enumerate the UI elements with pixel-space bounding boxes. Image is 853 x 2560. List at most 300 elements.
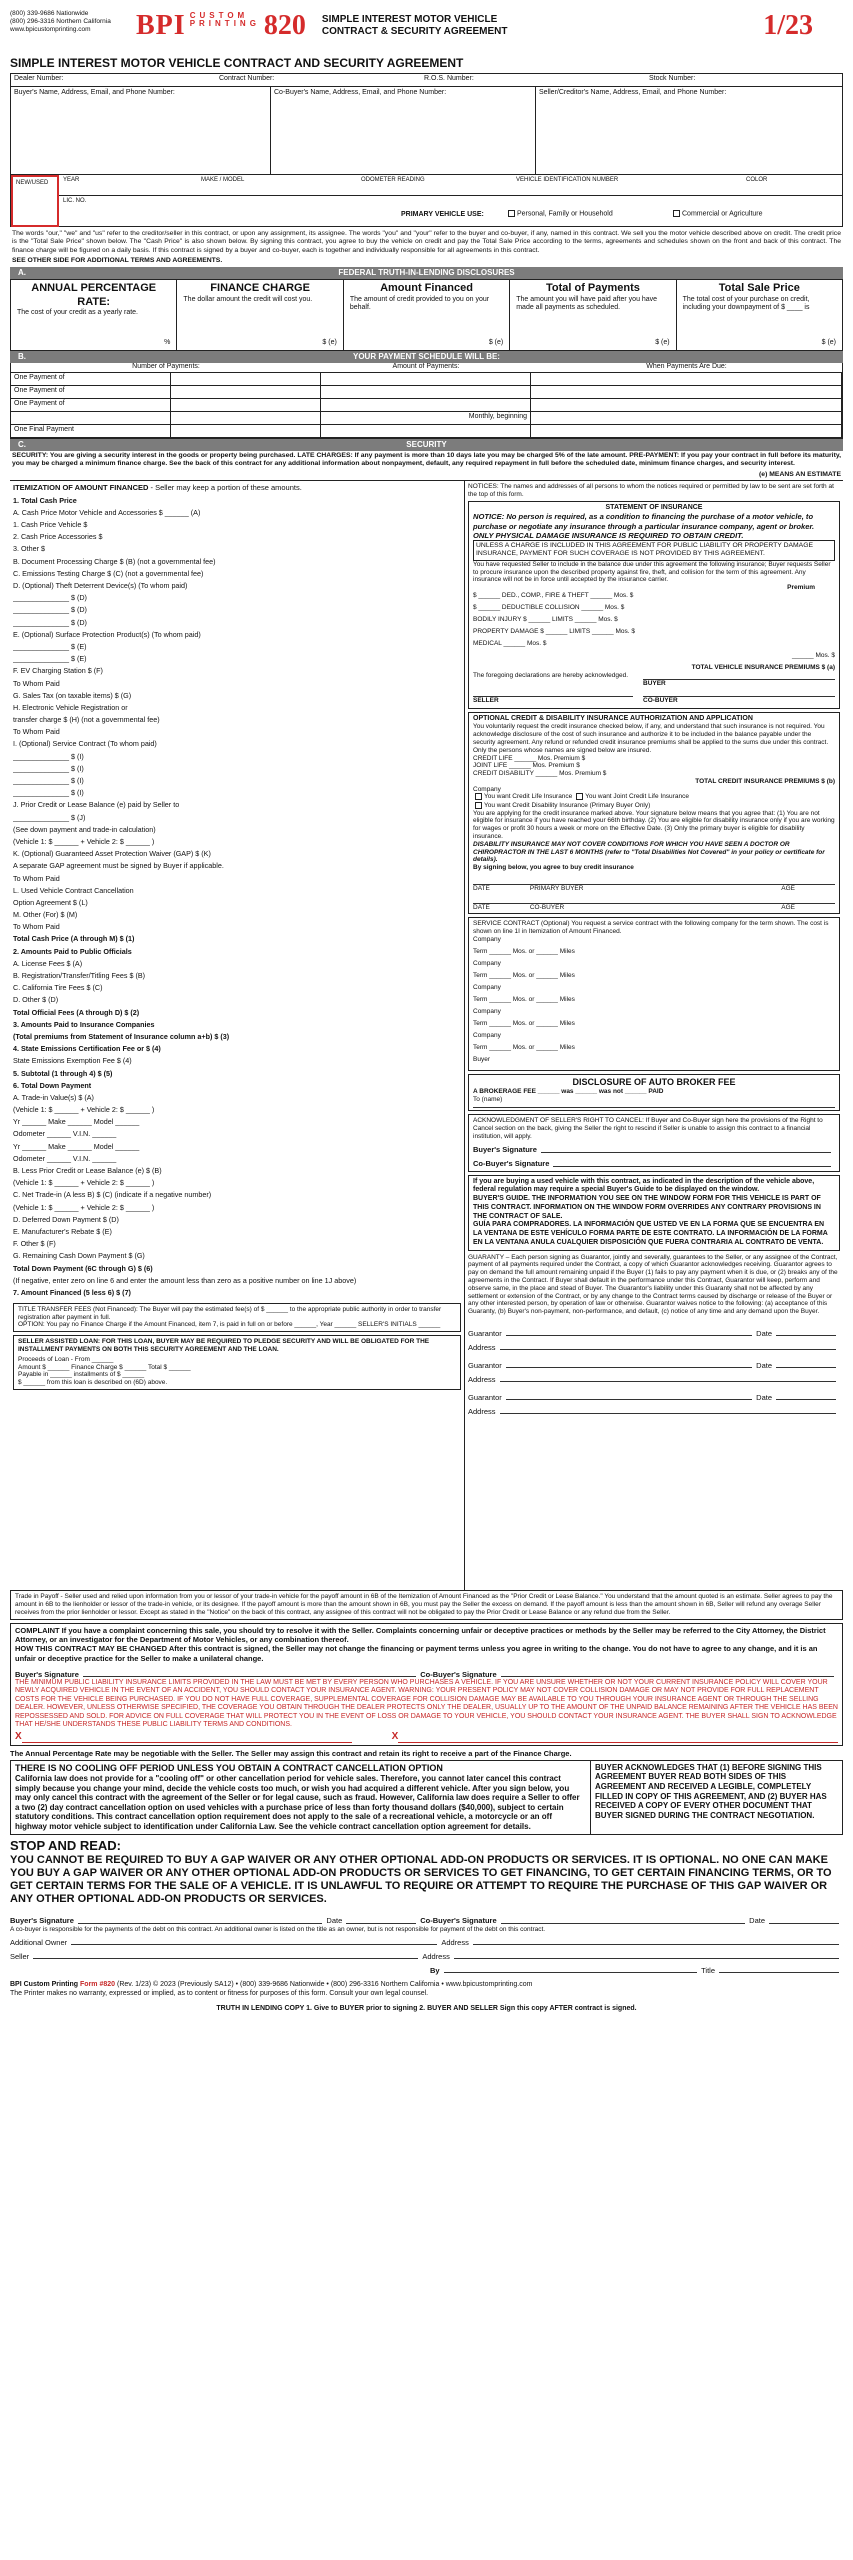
guarantor-date[interactable] (776, 1367, 836, 1368)
additional-owner-row (10, 1933, 843, 1947)
itemization-title: ITEMIZATION OF AMOUNT FINANCED (13, 483, 149, 493)
credit-ins-row: CREDIT LIFE ______ Mos. Premium $ (473, 754, 586, 762)
footer-disclaimer: The Printer makes no warranty, expressed or implied, as to content or fitness for purposes of this form. Consult your own legal counsel. (10, 1990, 429, 1998)
final-cobuyer-label: Co-Buyer's Signature (420, 1916, 497, 1926)
guarantor-2 (468, 1356, 840, 1384)
guarantor-address[interactable] (500, 1349, 836, 1350)
main-columns (10, 480, 843, 1590)
itemization-line[interactable]: B. Less Prior Credit or Lease Balance (e) $ (B) (13, 1166, 162, 1176)
credit-disability-checkbox[interactable] (473, 802, 835, 810)
itemization-line[interactable]: ______________ $ (D) (13, 605, 87, 615)
itemization-line[interactable]: (Total premiums from Statement of Insurance column a+b) $ (3) (13, 1031, 230, 1041)
guarantor-sig[interactable] (506, 1335, 752, 1336)
section-c-key: C. (18, 439, 26, 449)
tila-af-suffix: $ (e) (488, 339, 504, 347)
commercial-use-checkbox[interactable] (671, 210, 763, 219)
date-label: Date (756, 1392, 772, 1402)
itemization-line[interactable]: H. Electronic Vehicle Registration or (13, 702, 128, 712)
itemization-line[interactable]: G. Sales Tax (on taxable items) $ (G) (13, 690, 132, 700)
website: www.bpicustomprinting.com (10, 26, 91, 34)
cooling-off-row (10, 1760, 843, 1835)
insurance-buyer-sig[interactable]: BUYER (643, 679, 835, 688)
tila-apr-head: ANNUAL PERCENTAGE RATE: (31, 281, 157, 308)
footer (10, 1981, 843, 2013)
credit-ins-title: OPTIONAL CREDIT & DISABILITY INSURANCE AUTHORIZATION AND APPLICATION (473, 714, 753, 722)
vin-label: VEHICLE IDENTIFICATION NUMBER (516, 177, 619, 183)
service-row[interactable]: Company (473, 936, 501, 944)
seller-label: Seller (10, 1951, 30, 1961)
by-sig[interactable] (444, 1972, 698, 1973)
section-b-bar (10, 351, 843, 363)
itemization-line[interactable]: A. Cash Price Motor Vehicle and Accessories $ ______ (A) (13, 507, 201, 517)
cooling-para: California law does not provide for a "cooling off" or other cancellation period for vehicle sales. Therefore, you cannot later cancel this contract simply because you change your mind, decide the vehicle costs too much, or wish you had acquired a different vehicle. After you sign below, you may only cancel this contract with the agreement of the Seller or for legal cause, such as fraud. However, California law does require a Seller to offer a two (2) day contract cancellation option on used vehicles with a purchase price of less than forty thousand dollars ($40,000), subject to certain statutory conditions. This contract cancellation option requirement does not apply to the sale of a recreational vehicle, a motorcycle or an off highway motor vehicle subject to identification under California Law. See the vehicle contract cancellation option agreement for details. (15, 1774, 580, 1831)
schedule-row[interactable]: One Final Payment (11, 425, 171, 438)
cancel-buyer-sig[interactable] (541, 1152, 831, 1153)
seller-loan-line: $ ______ from this loan is described on (6D) above. (18, 1379, 168, 1387)
tila-fc-head: FINANCE CHARGE (210, 281, 310, 294)
revision: 1/23 (763, 10, 813, 41)
personal-use-label: Personal, Family or Household (517, 210, 613, 218)
tila-tp-head: Total of Payments (545, 281, 640, 294)
insurance-warning: THE MINIMUM PUBLIC LIABILITY INSURANCE LIMITS PROVIDED IN THE LAW MUST BE MET BY EVERY PERSON WHO PURCHASES A VEHICLE. IF YOU ARE UNSURE WHETHER OR NOT YOUR CURRENT INSURANCE POLICY WILL COVER YOUR NEWLY ACQUIRED VEHICLE IN THE EVENT OF AN ACCIDENT, YOU SHOULD CONTACT YOUR INSURANCE AGENT. WARNING: YOUR PRESENT POLICY MAY NOT COVER COLLISION DAMAGE OR MAY NOT PROVIDE FOR FULL REPLACEMENT COSTS FOR THE VEHICLE BEING PURCHASED. IF YOU DO NOT HAVE FULL COVERAGE, SUPPLEMENTAL COVERAGE FOR COLLISION DAMAGE MAY BE AVAILABLE TO YOU THROUGH YOUR INSURANCE AGENT OR THROUGH THE SELLING DEALER. HOWEVER, UNLESS OTHERWISE SPECIFIED, THE COVERAGE YOU OBTAIN THROUGH THE DEALER PROTECTS ONLY THE DEALER, USUALLY UP TO THE AMOUNT OF THE UNPAID BALANCE REMAINING AFTER THE VEHICLE HAS BEEN REPOSSESSED AND SOLD. FOR ADVICE ON FULL COVERAGE THAT WILL PROTECT YOU IN THE EVENT OF LOSS OR DAMAGE TO YOUR VEHICLE, YOU SHOULD CONTACT YOUR INSURANCE AGENT. THE BUYER SHALL SIGN TO ACKNOWLEDGE THAT HE/SHE UNDERSTANDS THESE PUBLIC LIABILITY TERMS AND CONDITIONS. (15, 1679, 838, 1728)
itemization-line[interactable]: 6. Total Down Payment (13, 1080, 92, 1090)
tila-tp-suffix: $ (e) (655, 339, 670, 347)
itemization-line[interactable]: Yr ______ Make ______ Model ______ (13, 1141, 140, 1151)
date-label: Date (756, 1328, 772, 1338)
personal-use-checkbox[interactable] (506, 210, 613, 219)
itemization-line[interactable]: I. (Optional) Service Contract (To whom paid) (13, 739, 157, 749)
itemization-line[interactable]: ______________ $ (I) (13, 788, 84, 798)
by-row (10, 1961, 843, 1975)
itemization-line[interactable]: ______________ $ (D) (13, 593, 87, 603)
credit-ins-total: TOTAL CREDIT INSURANCE PREMIUMS $ (b) (695, 777, 835, 785)
service-para: SERVICE CONTRACT (Optional) You request a service contract with the following company for the term shown. The cost is shown on line 1I in Itemization of Amount Financed. (473, 920, 829, 936)
joint-life-label: You want Joint Credit Life Insurance (585, 793, 689, 801)
apr-negotiable: The Annual Percentage Rate may be negotiable with the Seller. The Seller may assign this contract and retain its right to receive a part of the Finance Charge. (10, 1749, 572, 1759)
credit-insurance-box (468, 712, 840, 915)
section-a-title: FEDERAL TRUTH-IN-LENDING DISCLOSURES (338, 267, 515, 277)
final-buyer-sig[interactable] (78, 1923, 323, 1924)
title-field[interactable] (719, 1972, 839, 1973)
footer-info: (Rev. 1/23) © 2023 (Previously SA12) • (800) 339-9686 Nationwide • (800) 296-3316 Northern California • www.bpicustomprinting.com (117, 1981, 533, 1989)
itemization-line[interactable]: D. Deferred Down Payment $ (D) (13, 1214, 119, 1224)
cobuyer-field[interactable]: Co-Buyer's Name, Address, Email, and Phone Number: (271, 87, 536, 174)
make-label: MAKE / MODEL (201, 177, 245, 183)
insurance-row: BODILY INJURY $ ______ LIMITS ______ Mos. $ (473, 615, 618, 623)
footer-form: Form #820 (80, 1981, 116, 1989)
section-c-bar (10, 439, 843, 451)
section-a-key: A. (18, 267, 26, 277)
seller-loan-line: Proceeds of Loan - From ______ (18, 1355, 114, 1363)
how-change: HOW THIS CONTRACT MAY BE CHANGED After this contract is signed, the Seller may not change the financing or payment terms unless you agree in writing to the change. You do not have to agree to any change, and it is an unfair or deceptive practice for the Seller to make a unilateral change. (15, 1644, 818, 1663)
tila-tsp-head: Total Sale Price (718, 281, 800, 294)
commercial-use-label: Commercial or Agriculture (682, 210, 763, 218)
right-column (465, 481, 843, 1590)
itemization-line[interactable]: To Whom Paid (13, 922, 60, 932)
cancel-ack-box (468, 1114, 840, 1171)
itemization-line[interactable]: Odometer ______ V.I.N. ______ (13, 1129, 117, 1139)
itemization-line[interactable]: ______________ $ (E) (13, 654, 87, 664)
schedule-head-number: Number of Payments: (132, 362, 200, 370)
footer-brand: BPI Custom Printing (10, 1981, 79, 1989)
itemization-line[interactable]: 3. Other $ (13, 544, 45, 554)
insurance-row: PROPERTY DAMAGE $ ______ LIMITS ______ Mos. $ (473, 627, 635, 635)
itemization-line[interactable]: (If negative, enter zero on line 6 and enter the amount less than zero as a positive number on line 1J above) (13, 1275, 357, 1285)
insurance-ack: The foregoing declarations are hereby acknowledged. (473, 671, 629, 679)
seller-address[interactable] (454, 1958, 839, 1959)
final-sig-row (10, 1910, 843, 1926)
itemization-line[interactable]: (Vehicle 1: $ ______ + Vehicle 2: $ ______ ) (13, 1178, 155, 1188)
address-label: Address (422, 1951, 450, 1961)
service-rows (473, 936, 835, 1056)
schedule-monthly: Monthly, beginning (321, 412, 531, 425)
stop-and-read: STOP AND READ: (10, 1837, 121, 1853)
cancel-cobuyer-sig[interactable] (553, 1166, 831, 1167)
itemization-line[interactable]: 1. Total Cash Price (13, 495, 77, 505)
security-paragraph: SECURITY: You are giving a security interest in the goods or property being purchased. LATE CHARGES: If any payment is more than 10 days late you may be charged 5% of the late amount. PRE-PAYMENT: If you pay your contract in full before its maturity, you may be charged a minimum finance charge. See the back of this contract for any additional information about nonpayment, default, any required repayment in full before the scheduled date, minimum finance charges, and security interest. (12, 451, 841, 468)
guaranty: GUARANTY – Each person signing as Guarantor, jointly and severally, guarantees to the Seller, or any assignee of the Contract, payment of all payments required under the Contract, a copy of which Guarantor acknowledges receiving. Guarantor agrees to pay on demand the full amount remaining unpaid if the Buyer (1) fails to pay any payment when it is due, or (2) breaks any of the agreements in the Contract. If Buyer shall default in the performance under this Contract, Guarantor will keep, perform and observe same, in the place and stead of Buyer. The Guarantor's liability under this Guaranty shall not be affected by any settlement or extension of the Contract, or by any change to the Contract terms caused by discharge or release of the Buyer or any other interested person, by operation of law or otherwise. Guarantor waives notice to the following: (a) acceptance of this Guaranty, (b) Buyer's non-payment, non-performance, and default, (c) notice of any time and any demand upon the Buyer. (468, 1253, 838, 1316)
cancel-buyer-label: Buyer's Signature (473, 1145, 537, 1155)
credit-ins-row: CREDIT DISABILITY ______ Mos. Premium $ (473, 770, 607, 778)
complaint-box (10, 1623, 843, 1747)
page-title: SIMPLE INTEREST MOTOR VEHICLE CONTRACT AND SECURITY AGREEMENT (10, 56, 464, 70)
tila-af-head: Amount Financed (380, 281, 473, 294)
guarantor-label: Guarantor (468, 1392, 502, 1402)
intro-paragraph: The words "our," "we" and "us" refer to the creditor/seller in this contract, or upon any assignment, its assignee. The words "you" and "your" refer to the buyer and co-buyer, if any, named in this contract. We sell you the motor vehicle described above on credit. The credit price is the "Total Sale Price" shown below. The "Cash Price" is also shown below. By signing this contract, you agree to buy the vehicle on credit and pay the Total Sale Price according to the terms, agreements and schedules shown on the front and back of this contract. The finance charge will be figured on a daily basis. If this contract is signed by a buyer and co-buyer, each is together and individually responsible for all agreements in this contract. (12, 230, 841, 254)
ros-number-field[interactable]: R.O.S. Number: (424, 75, 474, 82)
itemization-line[interactable]: 2. Amounts Paid to Public Officials (13, 946, 132, 956)
itemization-line[interactable]: Total Cash Price (A through M) $ (1) (13, 934, 135, 944)
complaint-cobuyer-sig[interactable] (501, 1676, 834, 1677)
section-b-key: B. (18, 351, 26, 361)
estimate-note: (e) MEANS AN ESTIMATE (759, 470, 841, 478)
itemization-line[interactable]: ______________ $ (I) (13, 751, 84, 761)
service-row[interactable]: Term ______ Mos. or ______ Miles (473, 948, 575, 956)
title-transfer: TITLE TRANSFER FEES (Not Financed): The Buyer will pay the estimated fee(s) of $ ______ to the appropriate public authority in order to transfer registration after payment in full. (18, 1305, 442, 1321)
guide-en: BUYER'S GUIDE. THE INFORMATION YOU SEE ON THE WINDOW FORM FOR THIS VEHICLE IS PART OF THIS CONTRACT. INFORMATION ON THE WINDOW FORM OVERRIDES ANY CONTRARY PROVISIONS IN THE CONTRACT OF SALE. (473, 1195, 821, 1220)
guarantor-1 (468, 1324, 840, 1352)
age-label: AGE (781, 884, 795, 892)
cobuyer-note: A co-buyer is responsible for the payments of the debt on this contract. An additional owner is listed on the title as an owner, but is not responsible for payment of the debt on this contract. (10, 1925, 546, 1933)
credit-ins-disability: DISABILITY INSURANCE MAY NOT COVER CONDITIONS FOR WHICH YOU HAVE SEEN A DOCTOR OR CHIROPRACTOR IN THE LAST 6 MONTHS (refer to "Total Disabilities Not Covered" in your policy or certificate for details). (473, 840, 825, 864)
final-cobuyer-date[interactable] (769, 1923, 839, 1924)
cobuyer-x-mark: X (391, 1730, 399, 1742)
guarantor-sig[interactable] (506, 1367, 752, 1368)
color-label: COLOR (746, 177, 768, 183)
cancel-ack-para: ACKNOWLEDGMENT OF SELLER'S RIGHT TO CANCEL: If Buyer and Co-Buyer sign here the provisions of the Right to Cancel section on the back, giving the Seller the right to rescind if Seller is unable to assign this contract to a financial institution, will apply. (473, 1117, 823, 1140)
insurance-row: ______ Mos. $ (791, 651, 835, 659)
itemization-line[interactable]: 2. Cash Price Accessories $ (13, 532, 103, 542)
broker-line[interactable]: A BROKERAGE FEE ______ was ______ was not ______ PAID (473, 1088, 664, 1096)
itemization-line[interactable]: L. Used Vehicle Contract Cancellation (13, 885, 134, 895)
guarantor-address[interactable] (500, 1381, 836, 1382)
new-used-field[interactable]: NEW/USED (11, 175, 59, 227)
broker-title: DISCLOSURE OF AUTO BROKER FEE (572, 1077, 736, 1088)
see-other-side: SEE OTHER SIDE FOR ADDITIONAL TERMS AND AGREEMENTS. (12, 257, 223, 265)
itemization-line[interactable]: 7. Amount Financed (5 less 6) $ (7) (13, 1287, 131, 1297)
itemization-line[interactable]: Total Official Fees (A through D) $ (2) (13, 1007, 140, 1017)
warning-buyer-sig[interactable] (22, 1742, 352, 1743)
tila-apr (11, 280, 177, 350)
tila-total-sale-price (677, 280, 842, 350)
tila-fc-suffix: $ (e) (322, 339, 337, 347)
broker-to[interactable]: To (name) (473, 1096, 835, 1108)
credit-life-label: You want Credit Life Insurance (484, 793, 573, 801)
cooling-off-box (11, 1761, 591, 1834)
guarantor-date[interactable] (776, 1335, 836, 1336)
insurance-sig-row (473, 680, 835, 706)
by-label: By (430, 1965, 440, 1975)
schedule-row[interactable]: One Payment of (11, 386, 171, 399)
guarantor-sig[interactable] (506, 1399, 752, 1400)
tila-tsp-desc: The total cost of your purchase on credit, including your downpayment of $ ____ is (682, 295, 810, 312)
broker-box (468, 1074, 840, 1111)
section-a-bar (10, 267, 843, 279)
itemization-line[interactable]: ______________ $ (J) (13, 812, 86, 822)
title-label: Title (701, 1965, 715, 1975)
itemization-line[interactable]: F. Other $ (F) (13, 1239, 56, 1249)
itemization-line[interactable]: D. (Optional) Theft Deterrent Device(s) (To whom paid) (13, 581, 188, 591)
tila-apr-desc: The cost of your credit as a yearly rate. (17, 309, 138, 317)
itemization-line[interactable]: C. Emissions Testing Charge $ (C) (not a governmental fee) (13, 568, 204, 578)
service-row[interactable]: Term ______ Mos. or ______ Miles (473, 1020, 575, 1028)
complaint-cobuyer-label: Co-Buyer's Signature (420, 1669, 497, 1679)
buyer-x-mark: X (15, 1730, 22, 1742)
credit-ins-para: You voluntarily request the credit insurance checked below, if any, and understand that such insurance is not required. You acknowledge disclosure of the cost of such insurance and authorize it to be included in the balance payable under the security agreement. Any refund or refunded credit insurance premiums shall be applied to the sums due under this contract. Only the persons whose names are signed below are insured. (473, 723, 829, 754)
itemization-line[interactable]: (Vehicle 1: $ ______ + Vehicle 2: $ ______ ) (13, 1202, 155, 1212)
address-label: Address (468, 1406, 496, 1416)
tila-finance-charge (177, 280, 343, 350)
odometer-label: ODOMETER READING (361, 177, 425, 183)
complaint-buyer-label: Buyer's Signature (15, 1669, 79, 1679)
buyers-guide-box (468, 1175, 840, 1251)
title-transfer-box (13, 1303, 461, 1332)
itemization-line[interactable]: (See down payment and trade-in calculation) (13, 824, 156, 834)
itemization-line[interactable]: ______________ $ (D) (13, 617, 87, 627)
insurance-box (468, 501, 840, 709)
credit-disability-label: You want Credit Disability Insurance (Primary Buyer Only) (484, 801, 651, 809)
date-label: DATE (473, 884, 490, 892)
final-buyer-date[interactable] (346, 1923, 416, 1924)
credit-life-checkbox[interactable] (473, 793, 835, 801)
insurance-premium: Premium (787, 584, 815, 592)
seller-field[interactable]: Seller/Creditor's Name, Address, Email, and Phone Number: (539, 89, 727, 96)
tradein-payoff-text: Trade in Payoff - Seller used and relied upon information from you or lessor of your trade-in vehicle for the payoff amount in 6B of the Itemization of Amount Financed as the "Prior Credit or Lease Balance." You understand that the amount quoted is an estimate. Seller agrees to pay the amount in 6B to the lienholder or lessor of the trade-in vehicle, or its designee. If the payoff amount is more than the amount shown in 6B, you must pay the Seller the excess on demand. If the payoff amount is less than the amount shown in 6B, Seller will refund any overage Seller receives from the prior lienholder or lessor. Except as stated in the "Notice" on the back of this contract, any assignee of this contract will not be obligated to pay the Prior Credit or Lease Balance or any refund due from the Seller. (15, 1593, 833, 1616)
schedule-head-amount: Amount of Payments: (392, 362, 460, 370)
service-row[interactable]: Term ______ Mos. or ______ Miles (473, 996, 575, 1004)
schedule-head-when: When Payments Are Due: (646, 362, 727, 370)
cancel-cobuyer-label: Co-Buyer's Signature (473, 1159, 550, 1169)
tila-amount-financed (344, 280, 510, 350)
age-label: AGE (781, 903, 795, 911)
section-c-title: SECURITY (406, 439, 447, 449)
credit-ins-primary-sig[interactable] (473, 884, 835, 893)
itemization-line[interactable]: State Emissions Exemption Fee $ (4) (13, 1056, 132, 1066)
phone-nationwide: (800) 339-9686 Nationwide (10, 10, 89, 17)
itemization-line[interactable]: transfer charge $ (H) (not a governmental fee) (13, 715, 160, 725)
credit-ins-signing: By signing below, you agree to buy credit insurance (473, 864, 634, 872)
section-b-title: YOUR PAYMENT SCHEDULE WILL BE: (353, 351, 500, 361)
brand-sub: CUSTOM PRINTING (189, 11, 260, 29)
seller-row (10, 1947, 843, 1961)
insurance-row: $ ______ DED., COMP., FIRE & THEFT ______ Mos. $ (473, 591, 634, 599)
service-row[interactable]: Term ______ Mos. or ______ Miles (473, 1044, 575, 1052)
insurance-row: $ ______ DEDUCTIBLE COLLISION ______ Mos. $ (473, 603, 625, 611)
form-header (10, 8, 843, 54)
lic-label: LIC. NO. (63, 198, 87, 204)
itemization-line[interactable]: 4. State Emissions Certification Fee or $ (4) (13, 1044, 161, 1054)
guarantor-label: Guarantor (468, 1360, 502, 1370)
schedule-headers (10, 363, 843, 372)
stop-para: YOU CANNOT BE REQUIRED TO BUY A GAP WAIVER OR ANY OTHER OPTIONAL ADD-ON PRODUCTS OR SERVICES. IT IS OPTIONAL. NO ONE CAN MAKE YOU BUY A GAP WAIVER OR ANY OTHER OPTIONAL ADD-ON PRODUCTS OR SERVICES TO GET FINANCING, TO GET CERTAIN FINANCING TERMS, OR TO GET CERTAIN TERMS FOR THE SALE OF A VEHICLE. IT IS UNLAWFUL TO REQUIRE OR ATTEMPT TO REQUIRE THE PURCHASE OF THIS GAP WAIVER OR ANY OTHER OPTIONAL ADD-ON PRODUCTS OR SERVICES. (10, 1853, 832, 1906)
phone-ca: (800) 296-3316 Northern California (10, 18, 111, 26)
address-label: Address (468, 1374, 496, 1384)
footer-copy-instructions: TRUTH IN LENDING COPY 1. Give to BUYER prior to signing 2. BUYER AND SELLER Sign this copy AFTER contract is signed. (216, 2004, 637, 2012)
itemization-line[interactable]: ______________ $ (I) (13, 763, 84, 773)
itemization-line[interactable]: 3. Amounts Paid to Insurance Companies (13, 1019, 155, 1029)
guide-es: GUÍA PARA COMPRADORES. LA INFORMACIÓN QUE USTED VE EN LA FORMA QUE SE ENCUENTRA EN LA VENTANA DE ESTE VEHÍCULO FORMA PARTE DE ESTE CONTRATO. LA INFORMACIÓN DE LA FORMA EN LA VENTANA ANULA CUALQUIER DISPOSICIÓN QUE FUERA CONTRARIA AL CONTRATO DE VENTA. (473, 1221, 828, 1246)
itemization-line[interactable]: A. License Fees $ (A) (13, 958, 83, 968)
brand-logo: BPI (136, 10, 186, 41)
credit-ins-row: JOINT LIFE ______ Mos. Premium $ (473, 762, 580, 770)
itemization-line[interactable]: A separate GAP agreement must be signed by Buyer if applicable. (13, 861, 224, 871)
service-row[interactable]: Company (473, 960, 501, 968)
tila-af-desc: The amount of credit provided to you on your behalf. (349, 295, 490, 312)
seller-loan-line: Payable in ______ installments of $ ______ (18, 1371, 145, 1379)
itemization-column (10, 481, 465, 1590)
itemization-line[interactable]: To Whom Paid (13, 678, 60, 688)
contract-number-field[interactable]: Contract Number: (219, 75, 275, 82)
tila-tp-desc: The amount you will have paid after you have made all payments as scheduled. (516, 295, 658, 312)
addl-owner-field[interactable] (71, 1944, 437, 1945)
top-number-row (10, 73, 843, 87)
date-label: Date (749, 1916, 765, 1926)
itemization-line[interactable]: A. Trade-in Value(s) $ (A) (13, 1092, 94, 1102)
schedule-row[interactable] (11, 412, 171, 425)
service-row[interactable]: Company (473, 984, 501, 992)
itemization-line[interactable]: (Vehicle 1: $ ______ + Vehicle 2: $ ______ ) (13, 836, 155, 846)
insurance-total: TOTAL VEHICLE INSURANCE PREMIUMS $ (a) (691, 663, 835, 671)
itemization-line[interactable]: Option Agreement $ (L) (13, 897, 88, 907)
itemization-line[interactable]: D. Other $ (D) (13, 995, 59, 1005)
service-buyer-sig[interactable]: Buyer (473, 1056, 490, 1064)
date-label: DATE (473, 903, 490, 911)
form-title-line1: SIMPLE INTEREST MOTOR VEHICLE (321, 14, 498, 25)
tila-boxes (10, 279, 843, 351)
insurance-seller-sig[interactable]: SELLER (473, 696, 633, 705)
guarantor-date[interactable] (776, 1399, 836, 1400)
address-label: Address (441, 1937, 469, 1947)
schedule-row[interactable]: One Payment of (11, 399, 171, 412)
itemization-line[interactable]: ______________ $ (E) (13, 641, 87, 651)
stock-number-field[interactable]: Stock Number: (649, 75, 696, 82)
service-row[interactable]: Company (473, 1032, 501, 1040)
tila-apr-suffix: % (164, 339, 171, 347)
addl-owner-address[interactable] (473, 1944, 839, 1945)
warning-cobuyer-sig[interactable] (398, 1742, 838, 1743)
itemization-line[interactable]: To Whom Paid (13, 873, 60, 883)
cobuyer-label: CO-BUYER (529, 903, 565, 911)
itemization-line[interactable]: Yr ______ Make ______ Model ______ (13, 1117, 140, 1127)
notices: NOTICES: The names and addresses of all persons to whom the notices required or permitted by law to be sent are set forth at the top of this form. (468, 483, 834, 498)
option-clause: OPTION: You pay no Finance Charge if the Amount Financed, item 7, is paid in full on or before ______, Year ______ SELLER'S INITIALS ______ (18, 1321, 441, 1329)
seller-loan-title: SELLER ASSISTED LOAN: FOR THIS LOAN, BUYER MAY BE REQUIRED TO PLEDGE SECURITY AND WILL BE OBLIGATED FOR THE INSTALLMENT PAYMENTS ON BOTH THIS SECURITY AGREEMENT AND THE LOAN. (18, 1338, 430, 1354)
credit-ins-cobuyer-sig[interactable] (473, 903, 835, 912)
itemization-line[interactable]: Odometer ______ V.I.N. ______ (13, 1153, 117, 1163)
itemization-line[interactable]: Total Down Payment (6C through G) $ (6) (13, 1263, 153, 1273)
party-row (10, 87, 843, 175)
itemization-line[interactable]: C. California Tire Fees $ (C) (13, 983, 103, 993)
seller-loan-box (13, 1335, 461, 1390)
address-label: Address (468, 1342, 496, 1352)
date-label: Date (326, 1916, 343, 1926)
itemization-line[interactable]: To Whom Paid (13, 727, 60, 737)
itemization-line[interactable]: C. Net Trade-in (A less B) $ (C) (indicate if a negative number) (13, 1190, 212, 1200)
insurance-boxed: UNLESS A CHARGE IS INCLUDED IN THIS AGREEMENT FOR PUBLIC LIABILITY OR PROPERTY DAMAGE INSURANCE, PAYMENT FOR SUCH COVERAGE IS NOT PROVIDED BY THIS AGREEMENT. (473, 540, 835, 561)
credit-ins-company: Company (473, 785, 501, 793)
complaint-buyer-sig[interactable] (83, 1676, 416, 1677)
contact-info (10, 8, 130, 34)
buyer-acknowledges: BUYER ACKNOWLEDGES THAT (1) BEFORE SIGNING THIS AGREEMENT BUYER READ BOTH SIDES OF THIS AGREEMENT AND RECEIVED A LEGIBLE, COMPLETELY FILLED IN COPY OF THIS AGREEMENT, AND (2) BUYER HAS RECEIVED A COPY OF EVERY OTHER DOCUMENT THAT BUYER SIGNED DURING THE CONTRACT NEGOTIATION. (595, 1762, 827, 1820)
final-cobuyer-sig[interactable] (501, 1923, 746, 1924)
itemization-line[interactable]: B. Registration/Transfer/Titling Fees $ (B) (13, 971, 146, 981)
itemization-line[interactable]: B. Document Processing Charge $ (B) (not a governmental fee) (13, 556, 216, 566)
final-buyer-label: Buyer's Signature (10, 1916, 74, 1926)
itemization-line[interactable]: 5. Subtotal (1 through 4) $ (5) (13, 1068, 113, 1078)
complaint: COMPLAINT If you have a complaint concerning this sale, you should try to resolve it with the Seller. Complaints concerning unfair or deceptive practices or methods by the Seller may be referred to the City Attorney, the District Attorney, or an investigator for the Department of Motor Vehicles, or any combination thereof. (15, 1625, 826, 1644)
itemization-line[interactable]: M. Other (For) $ (M) (13, 910, 78, 920)
itemization-line[interactable]: F. EV Charging Station $ (F) (13, 666, 103, 676)
primary-buyer-label: PRIMARY BUYER (529, 884, 584, 892)
itemization-line[interactable]: 1. Cash Price Vehicle $ (13, 520, 88, 530)
vehicle-section (10, 175, 843, 227)
buyer-field[interactable]: Buyer's Name, Address, Email, and Phone Number: (11, 87, 271, 174)
itemization-line[interactable]: E. (Optional) Surface Protection Product(s) (To whom paid) (13, 629, 201, 639)
insurance-title: STATEMENT OF INSURANCE (605, 503, 703, 511)
guarantor-label: Guarantor (468, 1328, 502, 1338)
itemization-line[interactable]: E. Manufacturer's Rebate $ (E) (13, 1226, 112, 1236)
seller-field[interactable] (33, 1958, 418, 1959)
used-guide: If you are buying a used vehicle with this contract, as indicated in the description of the vehicle above, federal regulation may require a special Buyer's Guide to be displayed on the window. (473, 1177, 815, 1194)
dealer-number-field[interactable]: Dealer Number: (14, 75, 64, 82)
insurance-cobuyer-sig[interactable]: CO-BUYER (643, 696, 835, 705)
payment-schedule (10, 372, 843, 439)
itemization-note: - Seller may keep a portion of these amounts. (148, 483, 302, 493)
year-label: YEAR (63, 177, 80, 183)
form-title (322, 14, 508, 38)
form-number: 820 (263, 10, 306, 41)
insurance-row: MEDICAL ______ Mos. $ (473, 639, 547, 647)
credit-ins-para2: You are applying for the credit insurance marked above. Your signature below means that you agree that: (1) You are not eligible for insurance if you have reached your 66th birthday. (2) You are eligible for disability insurance only if you are working for wages or profit 30 hours a week or more on the Effective Date. (3) Only the primary buyer is eligible for disability insurance. (473, 809, 835, 840)
itemization-line[interactable]: J. Prior Credit or Lease Balance (e) paid by Seller to (13, 800, 180, 810)
tradein-payoff (10, 1590, 843, 1619)
guarantor-address[interactable] (500, 1413, 836, 1414)
warning-sig-row (15, 1729, 838, 1743)
itemization-line[interactable]: G. Remaining Cash Down Payment $ (G) (13, 1251, 145, 1261)
seller-loan-line: Amount $ ______ Finance Charge $ ______ Total $ ______ (18, 1363, 191, 1371)
schedule-row[interactable]: One Payment of (11, 373, 171, 386)
itemization-line[interactable]: ______________ $ (I) (13, 776, 84, 786)
itemization-line[interactable]: (Vehicle 1: $ ______ + Vehicle 2: $ ______ ) (13, 1105, 155, 1115)
service-row[interactable]: Term ______ Mos. or ______ Miles (473, 972, 575, 980)
tila-tsp-suffix: $ (e) (821, 339, 837, 347)
service-row[interactable]: Company (473, 1008, 501, 1016)
insurance-para: You have requested Seller to include in the balance due under this agreement the following insurance; Buyer requests Seller to procure insurance upon the described property against fire, theft, and collision for the term of this agreement. Any insurance will not be in force until accepted by the insurance carrier. (473, 560, 831, 584)
addl-owner-label: Additional Owner (10, 1937, 68, 1947)
primary-use-label: PRIMARY VEHICLE USE: (401, 211, 484, 218)
itemization-line[interactable]: K. (Optional) Guaranteed Asset Protection Waiver (GAP) $ (K) (13, 849, 211, 859)
insurance-notice: NOTICE: No person is required, as a condition to financing the purchase of a motor vehicle, to purchase or negotiate any insurance through a particular insurance company, agent or broker. ONLY PHYSICAL DAMAGE INSURANCE IS REQUIRED TO OBTAIN CREDIT. (473, 512, 815, 540)
